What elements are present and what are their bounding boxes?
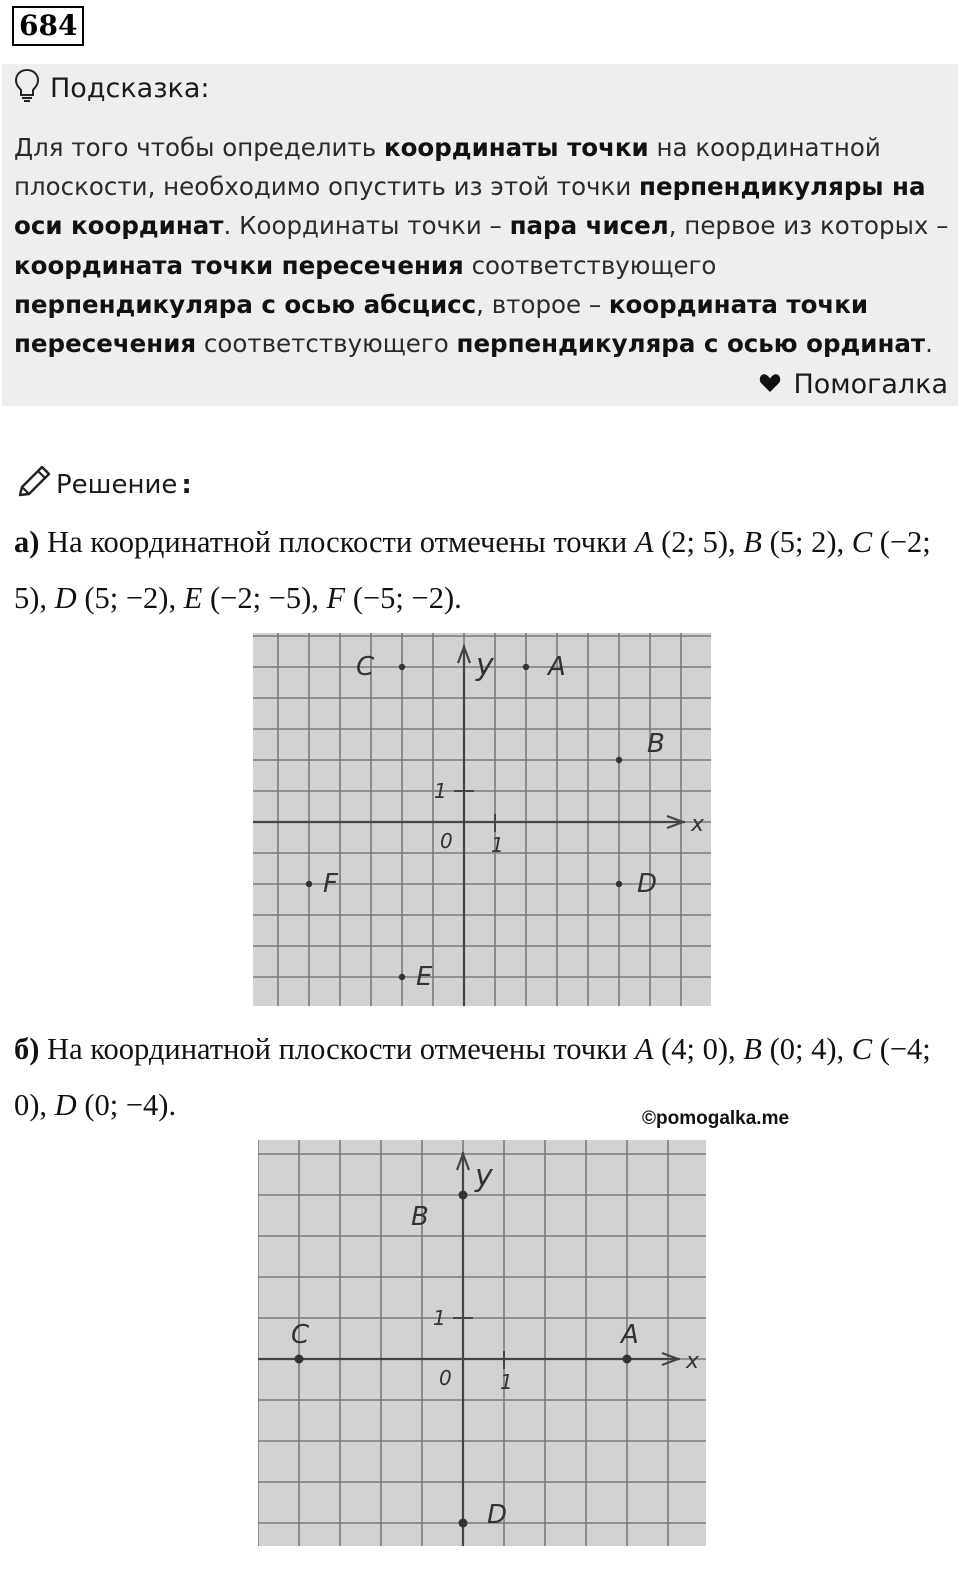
x-axis-label: x <box>686 1349 700 1374</box>
point-a-label: A <box>621 1320 639 1350</box>
task-number: 684 <box>12 6 84 46</box>
y-axis-label: y <box>476 648 494 683</box>
hint-key-term: координата точки пересечения <box>14 250 464 280</box>
solution-header <box>16 466 192 504</box>
hint-text-run: , первое из которых – <box>668 211 949 241</box>
graph-paper <box>253 633 711 1006</box>
hint-key-term: перпендикуляры на оси координат <box>14 172 926 241</box>
graph-b-plot <box>258 1140 706 1546</box>
point-coords: (−2; 5), <box>14 525 931 615</box>
point-coords: (4; 0), <box>653 1032 744 1066</box>
solution-title: Решение <box>56 470 178 500</box>
point-b-label: B <box>647 729 665 759</box>
brand-name: Помогалка <box>793 368 948 400</box>
point-name: E <box>183 581 203 615</box>
point-f-label: F <box>323 869 338 899</box>
point-name: F <box>326 581 346 615</box>
part-intro: На координатной плоскости отмечены точки <box>39 525 635 559</box>
unit-y-label: 1 <box>433 1306 446 1330</box>
point-c-label: C <box>356 652 375 682</box>
heart-icon <box>759 369 781 400</box>
hint-text-run: Для того чтобы определить <box>14 133 384 162</box>
point-coords: (−4; 0), <box>14 1032 931 1122</box>
point-coords: (5; −2), <box>76 581 184 615</box>
point-a-dot <box>523 664 529 670</box>
point-coords: (2; 5), <box>653 525 744 559</box>
hint-brand <box>759 366 948 402</box>
y-axis-label: y <box>475 1159 493 1194</box>
pencil-icon <box>16 465 52 506</box>
point-b-label: B <box>411 1202 429 1232</box>
part-a-text <box>14 514 944 626</box>
point-name: A <box>634 525 654 559</box>
hint-key-term: перпендикуляра с осью абсцисс <box>14 289 477 319</box>
point-coords: (−5; −2). <box>345 581 462 615</box>
point-name: C <box>851 525 873 559</box>
x-axis-label: x <box>691 812 705 837</box>
unit-x-label: 1 <box>500 1370 513 1394</box>
point-name: A <box>634 1032 654 1066</box>
part-b-text <box>14 1021 944 1133</box>
unit-x-label: 1 <box>491 833 504 857</box>
hint-paragraph <box>14 128 949 363</box>
part-label: а) <box>14 525 40 559</box>
hint-text-run: соответствующего <box>463 250 717 280</box>
point-a-dot <box>623 1355 632 1364</box>
point-d-dot <box>459 1519 468 1528</box>
hint-text-run: . <box>925 329 933 359</box>
unit-y-label: 1 <box>434 779 447 803</box>
point-d-label: D <box>487 1500 508 1530</box>
hint-key-term: перпендикуляра с осью ординат <box>456 329 926 359</box>
point-c-dot <box>399 664 405 670</box>
point-name: B <box>743 525 762 559</box>
hint-key-term: координаты точки <box>383 133 649 162</box>
point-d-label: D <box>637 869 658 899</box>
hint-text-run: соответствующего <box>196 329 457 359</box>
graph-b <box>258 1140 706 1546</box>
point-name: D <box>54 581 77 615</box>
point-a-label: A <box>548 652 566 682</box>
graph-a-plot <box>253 633 711 1006</box>
point-coords: (5; 2), <box>761 525 852 559</box>
hint-text-run: на координатной плоскости, необходимо опустить из этой точки <box>14 133 881 202</box>
part-intro: На координатной плоскости отмечены точки <box>39 1032 635 1066</box>
point-c-label: C <box>291 1320 310 1350</box>
point-coords: (−2; −5), <box>202 581 327 615</box>
hint-key-term: пара чисел <box>509 211 669 241</box>
point-b-dot <box>616 757 622 763</box>
watermark: ©pomogalka.me <box>642 1108 790 1129</box>
lightbulb-icon <box>14 68 40 109</box>
point-name: B <box>743 1032 762 1066</box>
hint-header <box>14 70 210 106</box>
hint-text-run: , второе – <box>476 289 609 319</box>
solution-colon: : <box>181 470 192 500</box>
hint-title: Подсказка: <box>50 72 210 104</box>
point-d-dot <box>616 881 622 887</box>
hint-text-run: . Координаты точки – <box>223 211 510 241</box>
origin-label: 0 <box>440 829 453 853</box>
part-label: б) <box>14 1032 40 1066</box>
origin-label: 0 <box>439 1366 452 1390</box>
point-e-label: E <box>416 962 433 992</box>
graph-paper <box>258 1140 706 1546</box>
graph-a <box>253 633 711 1006</box>
hint-key-term: координата точки пересечения <box>14 289 869 359</box>
point-f-dot <box>306 881 312 887</box>
point-coords: (0; 4), <box>761 1032 852 1066</box>
point-b-dot <box>459 1191 468 1200</box>
point-e-dot <box>399 974 405 980</box>
point-coords: (0; −4). <box>76 1088 177 1122</box>
point-name: D <box>54 1088 77 1122</box>
point-c-dot <box>295 1355 304 1364</box>
point-name: C <box>851 1032 873 1066</box>
